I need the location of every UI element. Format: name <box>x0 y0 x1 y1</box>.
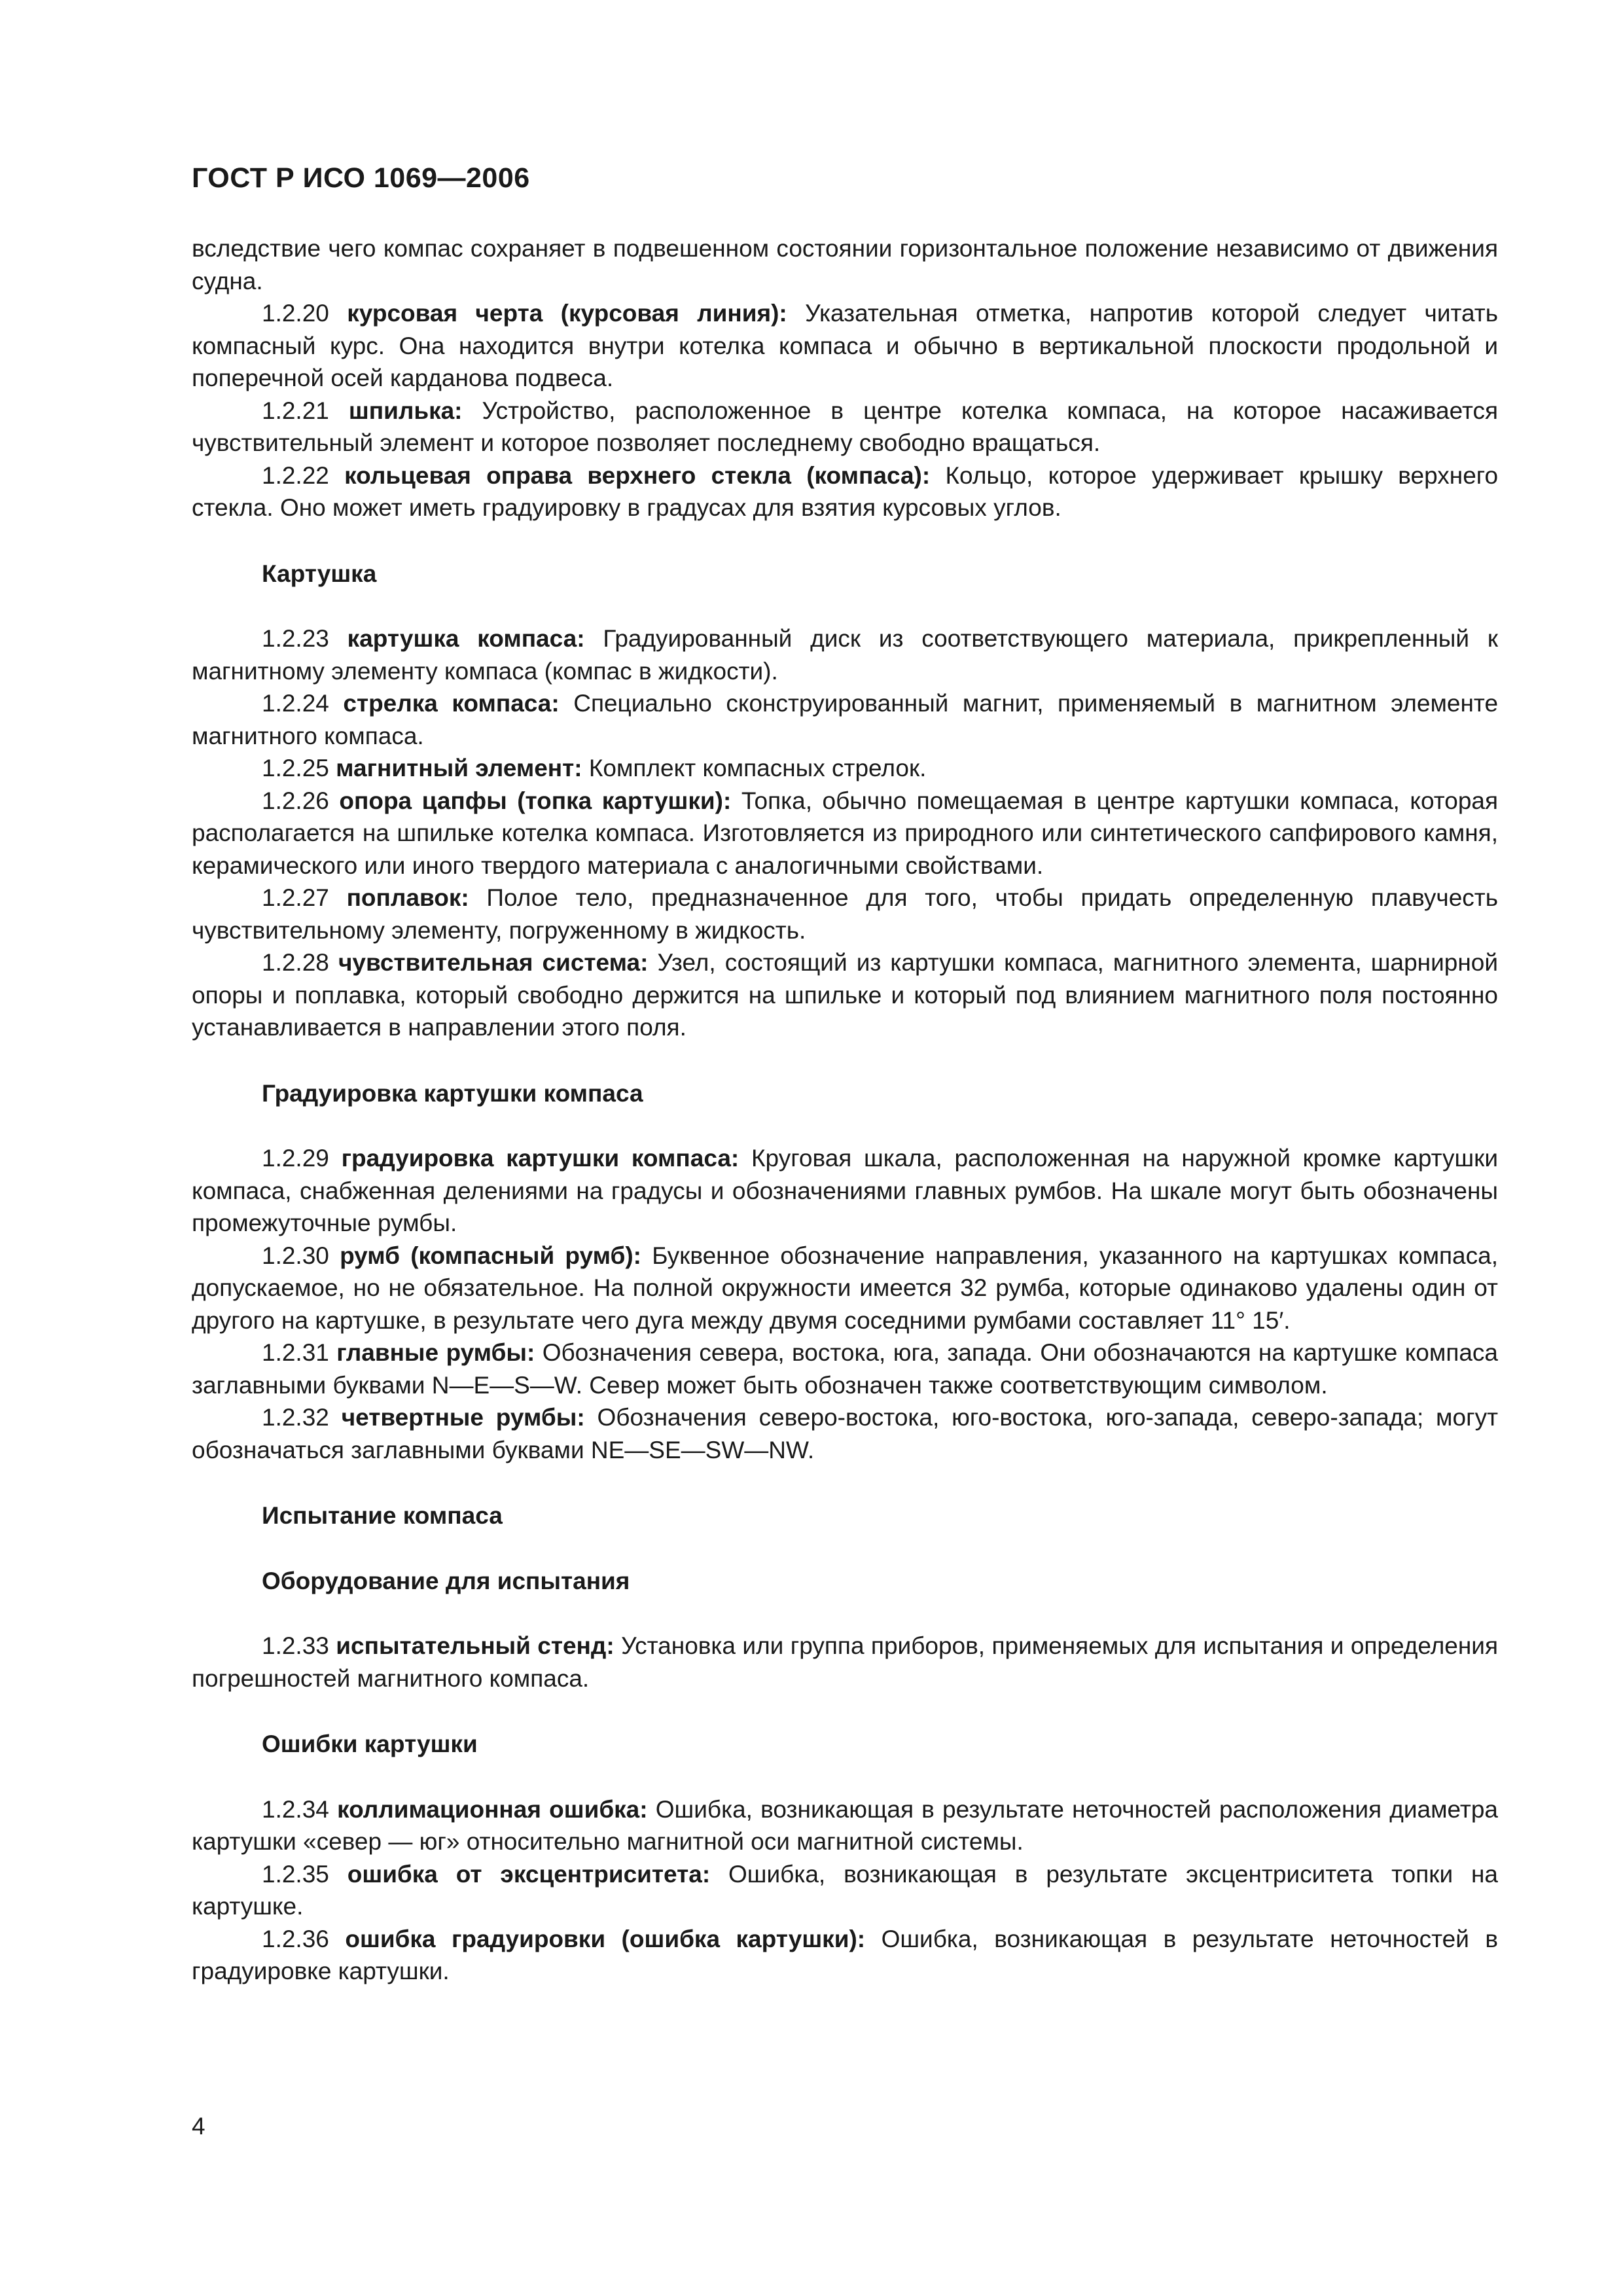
definition-1-2-21 <box>192 395 1498 459</box>
definition-text: Устройство, расположенное в центре котелка компаса, на которое насаживается чувствительный элемент и которое позволяет последнему свободно вращаться. <box>192 397 1499 456</box>
definition-text: Градуированный диск из соответствующего материала, прикрепленный к магнитному элементу компаса (компас в жидкости). <box>192 625 1499 685</box>
definition-text: Буквенное обозначение направления, указанного на картушках компаса, допускаемое, но не обязательное. На полной окружности имеется 32 румба, которые одинаково удалены один от другого на картушке, в результате чего дуга между двумя соседними румбами составляет 11° 15′. <box>192 1242 1498 1334</box>
definition-1-2-25 <box>192 752 1498 785</box>
term: поплавок: <box>346 884 469 911</box>
term: кольцевая оправа верхнего стекла (компаса): <box>344 461 931 489</box>
term: градуировка картушки компаса: <box>341 1145 740 1172</box>
term: стрелка компаса: <box>343 690 560 717</box>
term: ошибка от эксцентриситета: <box>347 1860 711 1888</box>
term: шпилька: <box>348 397 463 424</box>
clause-number: 1.2.34 <box>262 1795 329 1823</box>
definition-1-2-32 <box>192 1401 1498 1466</box>
definition-text: Обозначения северо-востока, юго-востока, юго-запада, северо-запада; могут обозначаться заглавными буквами NE—SE—SW—NW. <box>192 1404 1499 1463</box>
continuation-paragraph: вследствие чего компас сохраняет в подвешенном состоянии горизонтальное положение независимо от движения судна. <box>192 235 1498 295</box>
clause-number: 1.2.30 <box>262 1242 329 1269</box>
term: опора цапфы (топка картушки): <box>339 787 732 814</box>
definition-1-2-20 <box>192 297 1498 395</box>
definition-text: Ошибка, возникающая в результате неточностей в градуировке картушки. <box>192 1925 1499 1984</box>
clause-number: 1.2.25 <box>262 755 329 781</box>
term: курсовая черта (курсовая линия): <box>347 300 787 327</box>
definition-1-2-28 <box>192 946 1498 1044</box>
definition-1-2-34 <box>192 1793 1498 1858</box>
clause-number: 1.2.28 <box>262 949 329 976</box>
definition-1-2-36 <box>192 1923 1498 1988</box>
clause-number: 1.2.22 <box>262 461 329 489</box>
definition-1-2-27 <box>192 882 1498 946</box>
definition-text: Круговая шкала, расположенная на наружной кромке картушки компаса, снабженная делениями на градусы и обозначениями главных румбов. На шкале могут быть обозначены промежуточные румбы. <box>192 1145 1499 1236</box>
term: четвертные румбы: <box>341 1404 585 1431</box>
clause-number: 1.2.23 <box>262 625 329 652</box>
definition-text: Узел, состоящий из картушки компаса, магнитного элемента, шарнирной опоры и поплавка, который свободно держится на шпильке и который под влиянием магнитного поля постоянно устанавливается в направлении этого поля. <box>192 949 1499 1041</box>
clause-number: 1.2.27 <box>262 884 329 911</box>
term: румб (компасный румб): <box>340 1242 641 1269</box>
definition-1-2-26 <box>192 785 1498 882</box>
term: ошибка градуировки (ошибка картушки): <box>345 1925 866 1952</box>
clause-number: 1.2.26 <box>262 787 329 814</box>
definition-1-2-33 <box>192 1630 1498 1695</box>
term: испытательный стенд: <box>336 1632 615 1659</box>
page-number: 4 <box>192 2113 205 2140</box>
clause-number: 1.2.20 <box>262 300 329 327</box>
definition-text: Кольцо, которое удерживает крышку верхнего стекла. Оно может иметь градуировку в градусах для взятия курсовых углов. <box>192 461 1499 521</box>
definition-1-2-23 <box>192 622 1498 687</box>
definition-text: Полое тело, предназначенное для того, чтобы придать определенную плавучесть чувствительному элементу, погруженному в жидкость. <box>192 884 1499 944</box>
clause-number: 1.2.21 <box>262 397 329 424</box>
definition-text: Топка, обычно помещаемая в центре картушки компаса, которая располагается на шпильке котелка компаса. Изготовляется из природного или синтетического сапфирового камня, керамического или иного твердого материала с аналогичными свойствами. <box>192 787 1499 879</box>
clause-number: 1.2.29 <box>262 1145 329 1172</box>
clause-number: 1.2.31 <box>262 1339 329 1366</box>
definition-1-2-24 <box>192 687 1498 752</box>
document-code-header: ГОСТ Р ИСО 1069—2006 <box>192 162 530 194</box>
clause-number: 1.2.32 <box>262 1404 329 1431</box>
clause-number: 1.2.36 <box>262 1925 329 1952</box>
definition-text: Установка или группа приборов, применяемых для испытания и определения погрешностей магнитного компаса. <box>192 1632 1499 1692</box>
clause-number: 1.2.35 <box>262 1860 329 1888</box>
definition-1-2-22 <box>192 459 1498 524</box>
clause-number: 1.2.24 <box>262 690 329 717</box>
term: магнитный элемент: <box>336 755 582 781</box>
term: картушка компаса: <box>347 625 585 652</box>
definition-1-2-30 <box>192 1240 1498 1337</box>
section-heading-card-errors: Ошибки картушки <box>262 1731 478 1757</box>
section-heading-graduation: Градуировка картушки компаса <box>262 1079 643 1107</box>
definition-1-2-31 <box>192 1336 1498 1401</box>
definition-text: Ошибка, возникающая в результате неточностей расположения диаметра картушки «север — юг» относительно магнитной оси магнитной системы. <box>192 1795 1498 1855</box>
definition-1-2-35 <box>192 1858 1498 1923</box>
section-heading-kartushka: Картушка <box>262 560 377 587</box>
definition-text: Комплект компасных стрелок. <box>588 755 927 781</box>
definition-1-2-29 <box>192 1142 1498 1240</box>
section-heading-test-equipment: Оборудование для испытания <box>262 1567 630 1594</box>
definition-text: Ошибка, возникающая в результате эксцентриситета топки на картушке. <box>192 1860 1499 1920</box>
definition-text: Указательная отметка, напротив которой следует читать компасный курс. Она находится внутри котелка компаса и обычно в вертикальной плоскости продольной и поперечной осей карданова подвеса. <box>192 300 1499 391</box>
document-body <box>192 232 1498 1988</box>
term: чувствительная система: <box>338 949 649 976</box>
term: главные румбы: <box>336 1339 535 1366</box>
term: коллимационная ошибка: <box>337 1795 648 1823</box>
section-heading-compass-testing: Испытание компаса <box>262 1502 503 1529</box>
definition-text: Специально сконструированный магнит, применяемый в магнитном элементе магнитного компаса. <box>192 690 1499 749</box>
definition-text: Обозначения севера, востока, юга, запада. Они обозначаются на картушке компаса заглавными буквами N—E—S—W. Север может быть обозначен также соответствующим символом. <box>192 1339 1499 1399</box>
clause-number: 1.2.33 <box>262 1632 329 1659</box>
